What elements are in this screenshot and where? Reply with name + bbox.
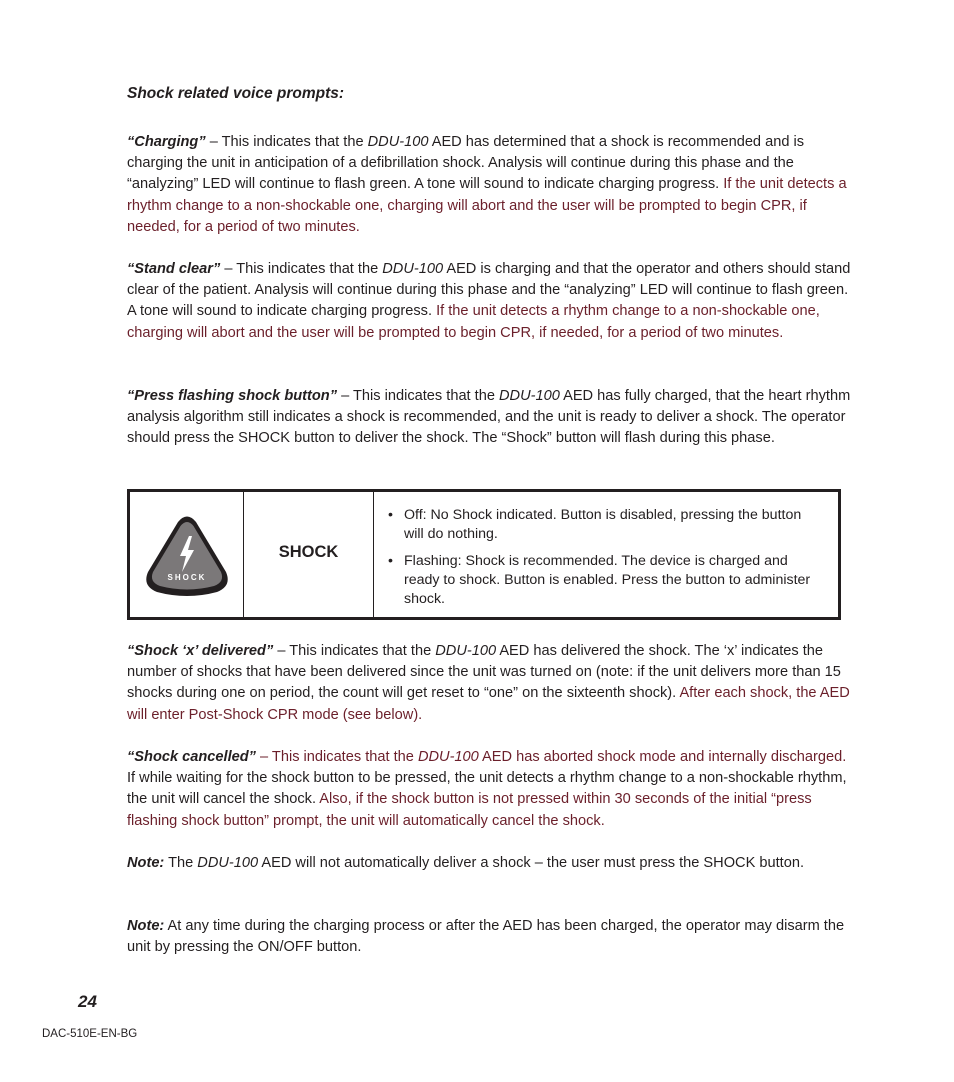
- shock-icon-cell: [130, 492, 244, 617]
- list-item: • Flashing: Shock is recommended. The device is charged and ready to shock. Button is enabled. Press the button to administer shock.: [388, 553, 811, 607]
- product-name: DDU-100: [382, 261, 444, 277]
- charging-paragraph: “Charging” – This indicates that the DDU-100 AED has determined that a shock is recommended and is charging the unit in anticipation of a defibrillation shock. Analysis will continue during this phase and the “analyzing” LED will continue to flash green. A tone will sound to indicate charging progress. If the unit detects a rhythm change to a non-shockable one, charging will abort and the user will be prompted to begin CPR, if needed, for a period of two minutes.: [127, 134, 847, 235]
- note-automatic-paragraph: Note: The DDU-100 AED will not automatically deliver a shock – the user must press the SHOCK button.: [127, 855, 805, 871]
- list-item: • Off: No Shock indicated. Button is disabled, pressing the button will do nothing.: [388, 507, 802, 542]
- term: “Shock cancelled”: [127, 749, 256, 765]
- term: “Stand clear”: [127, 261, 221, 277]
- shock-cancelled-paragraph: “Shock cancelled” – This indicates that the DDU-100 AED has aborted shock mode and internally discharged. If while waiting for the shock button to be pressed, the unit detects a rhythm change to a non-shockable rhythm, the unit will cancel the shock. Also, if the shock button is not pressed within 30 seconds of the initial “press flashing shock button” prompt, the unit will automatically cancel the shock.: [127, 749, 847, 829]
- shock-delivered-paragraph: “Shock ‘x’ delivered” – This indicates that the DDU-100 AED has delivered the shock. The ‘x’ indicates the number of shocks that have been delivered since the unit was turned on (note: if the unit delivers more than 15 shocks during one on period, the count will get reset to “one” on the sixteenth shock). After each shock, the AED will enter Post-Shock CPR mode (see below).: [127, 643, 850, 723]
- note-label: Note:: [127, 855, 165, 871]
- note-disarm-paragraph: Note: At any time during the charging process or after the AED has been charged, the operator may disarm the unit by pressing the ON/OFF button.: [127, 918, 845, 956]
- document-code: DAC-510E-EN-BG: [42, 1028, 138, 1040]
- note-label: Note:: [127, 918, 165, 934]
- section-heading: Shock related voice prompts:: [127, 85, 345, 102]
- product-name: DDU-100: [197, 855, 259, 871]
- stand-clear-paragraph: “Stand clear” – This indicates that the DDU-100 AED is charging and that the operator and others should stand clear of the patient. Analysis will continue during this phase and the “analyzing” LED will continue to flash green. A tone will sound to indicate charging progress. If the unit detects a rhythm change to a non-shockable one, charging will abort and the user will be prompted to begin CPR, if needed, for a period of two minutes.: [127, 261, 851, 341]
- product-name: DDU-100: [435, 643, 497, 659]
- term: “Charging”: [127, 134, 206, 150]
- press-flashing-paragraph: “Press flashing shock button” – This indicates that the DDU-100 AED has fully charged, that the heart rhythm analysis algorithm still indicates a shock is recommended, and the unit is ready to deliver a shock. The operator should press the SHOCK button to deliver the shock. The “Shock” button will flash during this phase.: [127, 388, 851, 447]
- term: “Press flashing shock button”: [127, 388, 338, 404]
- shock-label-cell: SHOCK: [244, 492, 374, 617]
- shock-description-cell: [374, 492, 838, 617]
- product-name: DDU-100: [367, 134, 429, 150]
- svg-text:SHOCK: SHOCK: [167, 573, 207, 582]
- product-name: DDU-100: [417, 749, 479, 765]
- shock-button-icon: [142, 514, 232, 598]
- shock-button-table: [127, 489, 841, 620]
- term: “Shock ‘x’ delivered”: [127, 643, 274, 659]
- page-number: 24: [78, 992, 97, 1011]
- product-name: DDU-100: [499, 388, 560, 404]
